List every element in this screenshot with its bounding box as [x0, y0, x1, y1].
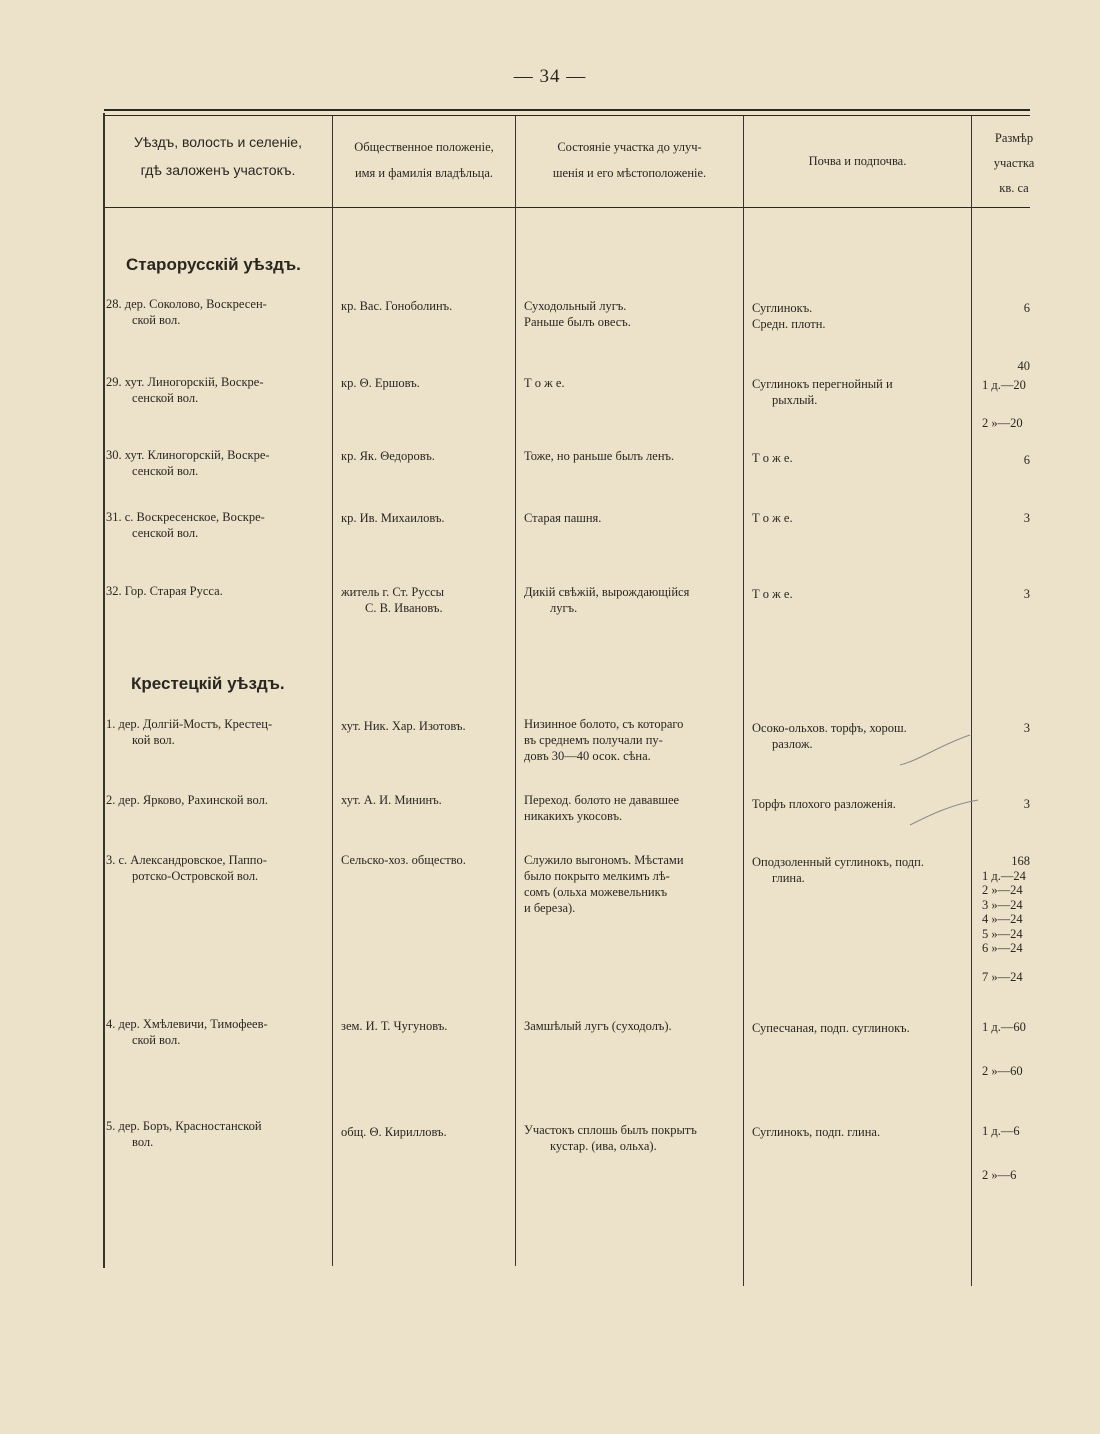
state-cell: Т о ж е.	[524, 376, 565, 390]
header-size-line-2: участка	[993, 156, 1035, 170]
state-cell: Замшѣлый лугъ (суходолъ).	[524, 1019, 672, 1033]
soil-cell: Т о ж е.	[752, 451, 793, 465]
header-state-line-2: шенія и его мѣстоположеніе.	[552, 166, 707, 180]
owner-cell: Сельско-хоз. общество.	[341, 853, 466, 867]
location-cell: 28. дер. Соколово, Воскресен- ской вол.	[106, 297, 267, 327]
header-owner-line-1: Общественное положеніе,	[354, 140, 494, 154]
size-cell: 1 д.—6 2 »—6	[982, 1124, 1020, 1182]
header-size	[974, 126, 1054, 201]
size-cell: 3	[1023, 797, 1030, 811]
location-cell: 32. Гор. Старая Русса.	[106, 584, 223, 598]
owner-cell: житель г. Ст. Руссы С. В. Ивановъ.	[341, 585, 445, 615]
column-divider-2	[515, 116, 516, 1266]
soil-cell: Суглинокъ. Средн. плотн.	[752, 301, 826, 331]
size-cell: 6	[1023, 453, 1030, 467]
soil-cell: Торфъ плохого разложенія.	[752, 797, 896, 811]
soil-cell: Т о ж е.	[752, 587, 793, 601]
size-cell: 1 д.—60 2 »—60	[982, 1020, 1026, 1078]
state-cell: Тоже, но раньше былъ ленъ.	[524, 449, 675, 463]
location-cell: 2. дер. Ярково, Рахинской вол.	[106, 793, 268, 807]
header-size-line-1: Размѣр	[994, 131, 1034, 145]
pencil-mark-icon	[890, 730, 980, 830]
header-location-line-1: Уѣздъ, волость и селеніе,	[134, 134, 302, 150]
location-cell: 5. дер. Боръ, Красностанской вол.	[106, 1119, 262, 1149]
location-cell: 30. хут. Клиногорскій, Воскре- сенской вол.	[106, 448, 270, 478]
header-location	[108, 128, 328, 184]
owner-cell: кр. Θ. Ершовъ.	[341, 376, 420, 390]
state-cell: Старая пашня.	[524, 511, 602, 525]
location-cell: 29. хут. Линогорскій, Воскре- сенской вол.	[106, 375, 264, 405]
soil-cell: Осоко-ольхов. торфъ, хорош. разлож.	[752, 721, 907, 751]
header-owner	[334, 134, 514, 186]
soil-cell: Суглинокъ, подп. глина.	[752, 1125, 881, 1139]
state-cell: Суходольный лугъ. Раньше былъ овесъ.	[524, 299, 631, 329]
page-number: — 34 —	[513, 66, 587, 87]
left-table-border	[103, 113, 105, 1268]
soil-cell: Суглинокъ перегнойный и рыхлый.	[752, 377, 893, 407]
column-divider-3	[743, 116, 744, 1286]
section-title-krestcy: Крестецкій уѣздъ.	[131, 674, 285, 693]
size-cell: 3	[1023, 721, 1030, 735]
location-cell: 31. с. Воскресенское, Воскре- сенской вол.	[106, 510, 265, 540]
state-cell: Участокъ сплошь былъ покрытъ кустар. (ива, ольха).	[524, 1123, 697, 1153]
owner-cell: зем. И. Т. Чугуновъ.	[341, 1019, 448, 1033]
owner-cell: хут. А. И. Мининъ.	[341, 793, 442, 807]
owner-cell: хут. Ник. Хар. Изотовъ.	[341, 719, 466, 733]
column-divider-4	[971, 116, 972, 1286]
state-cell: Дикій свѣжій, вырождающійся лугъ.	[524, 585, 690, 615]
header-state	[517, 134, 742, 186]
size-cell: 168 1 д.—24 2 »—24 3 »—24 4 »—24 5 »—24 6 »—24 7 »—24	[982, 854, 1030, 984]
size-cell: 3	[1023, 511, 1030, 525]
state-cell: Переход. болото не дававшее никакихъ укосовъ.	[524, 793, 680, 823]
column-divider-1	[332, 116, 333, 1266]
soil-cell: Оподзоленный суглинокъ, подп. глина.	[752, 855, 924, 885]
state-cell: Служило выгономъ. Мѣстами было покрыто мелкимъ лѣ- сомъ (ольха можевельникъ и береза).	[524, 853, 684, 915]
header-location-line-2: гдѣ заложенъ участокъ.	[140, 162, 296, 178]
top-rule-thin	[104, 115, 1030, 116]
soil-cell: Т о ж е.	[752, 511, 793, 525]
owner-cell: кр. Вас. Гоноболинъ.	[341, 299, 453, 313]
location-cell: 4. дер. Хмѣлевичи, Тимофеев- ской вол.	[106, 1017, 268, 1047]
owner-cell: общ. Θ. Кирилловъ.	[341, 1125, 447, 1139]
location-cell: 1. дер. Долгій-Мостъ, Крестец- кой вол.	[106, 717, 273, 747]
size-cell: 40 1 д.—20 2 »—20	[982, 359, 1030, 430]
soil-cell: Супесчаная, подп. суглинокъ.	[752, 1021, 910, 1035]
header-bottom-rule	[104, 207, 1030, 208]
top-rule	[104, 109, 1030, 111]
location-cell: 3. с. Александровское, Паппо- ротско-Островской вол.	[106, 853, 267, 883]
header-state-line-1: Состояніе участка до улуч-	[557, 140, 702, 154]
size-cell: 3	[1023, 587, 1030, 601]
state-cell: Низинное болото, съ котораго въ среднемъ получали пу- довъ 30—40 осок. сѣна.	[524, 717, 684, 763]
owner-cell: кр. Ив. Михаиловъ.	[341, 511, 445, 525]
header-size-line-3: кв. са	[999, 181, 1029, 195]
header-soil: Почва и подпочва.	[808, 154, 907, 168]
owner-cell: кр. Як. Θедоровъ.	[341, 449, 435, 463]
header-owner-line-2: имя и фамилія владѣльца.	[354, 166, 494, 180]
section-title-staraya-russa: Старорусскій уѣздъ.	[126, 255, 301, 274]
size-cell: 6	[1023, 301, 1030, 315]
